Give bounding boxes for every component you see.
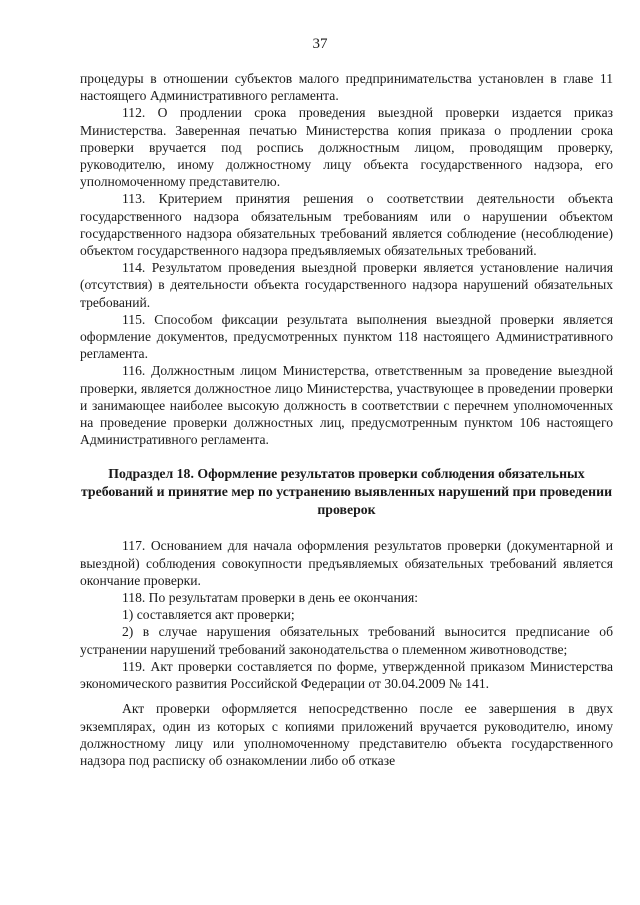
paragraph-act-issuance: Акт проверки оформляется непосредственно после ее завершения в двух экземплярах, один из которых с копиями приложений вручается руководителю, иному должностному лицу или уполномоченному представителю объекта государственного надзора под расписку об ознакомлении либо об отказе — [80, 701, 613, 768]
paragraph-114: 114. Результатом проведения выездной проверки является установление наличия (отсутствия) в деятельности объекта государственного надзора нарушений обязательных требований. — [80, 260, 613, 310]
section-heading: Подраздел 18. Оформление результатов проверки соблюдения обязательных требований и принятие мер по устранению выявленных нарушений при проведении проверок — [80, 466, 613, 518]
paragraph-119: 119. Акт проверки составляется по форме, утвержденной приказом Министерства экономического развития Российской Федерации от 30.04.2009 № 141. — [80, 658, 613, 692]
page-content — [80, 70, 613, 769]
paragraph-115: 115. Способом фиксации результата выполнения выездной проверки является оформление документов, предусмотренных пунктом 118 настоящего Административного регламента. — [80, 311, 613, 362]
paragraph-117: 117. Основанием для начала оформления результатов проверки (документарной и выездной) соблюдения совокупности предъявляемых обязательных требований является окончание проверки. — [80, 538, 613, 588]
page-number: 37 — [312, 36, 328, 52]
paragraph-116: 116. Должностным лицом Министерства, ответственным за проведение выездной проверки, является должностное лицо Министерства, участвующее в проведении проверки и занимающее наиболее высокую должность в соответствии с перечнем уполномоченных на проведение проверки должностных лиц, предусмотренным пунктом 106 настоящего Административного регламента. — [80, 363, 613, 448]
paragraph-113: 113. Критерием принятия решения о соответствии деятельности объекта государственного надзора обязательным требованиям или о нарушении объектом государственного надзора обязательных требований является соблюдение (несоблюдение) объектом государственного надзора предъявляемых обязательных требований. — [80, 191, 613, 259]
paragraph-112: 112. О продлении срока проведения выездной проверки издается приказ Министерства. Заверенная печатью Министерства копия приказа о продлении срока проверки вручается под роспись должностным лицом, проводящим проверку, руководителю, иному должностному лицу объекта государственного надзора, его уполномоченному представителю. — [80, 105, 613, 190]
paragraph-118-item-2: 2) в случае нарушения обязательных требований выносится предписание об устранении нарушений требований законодательства о племенном животноводстве; — [80, 624, 613, 657]
paragraph-118: 118. По результатам проверки в день ее окончания: — [122, 590, 419, 606]
paragraph-continuation: процедуры в отношении субъектов малого предпринимательства установлен в главе 11 настоящего Административного регламента. — [80, 71, 613, 104]
paragraph-118-item-1: 1) составляется акт проверки; — [122, 607, 295, 623]
spacer — [80, 692, 613, 700]
spacer — [80, 519, 613, 537]
